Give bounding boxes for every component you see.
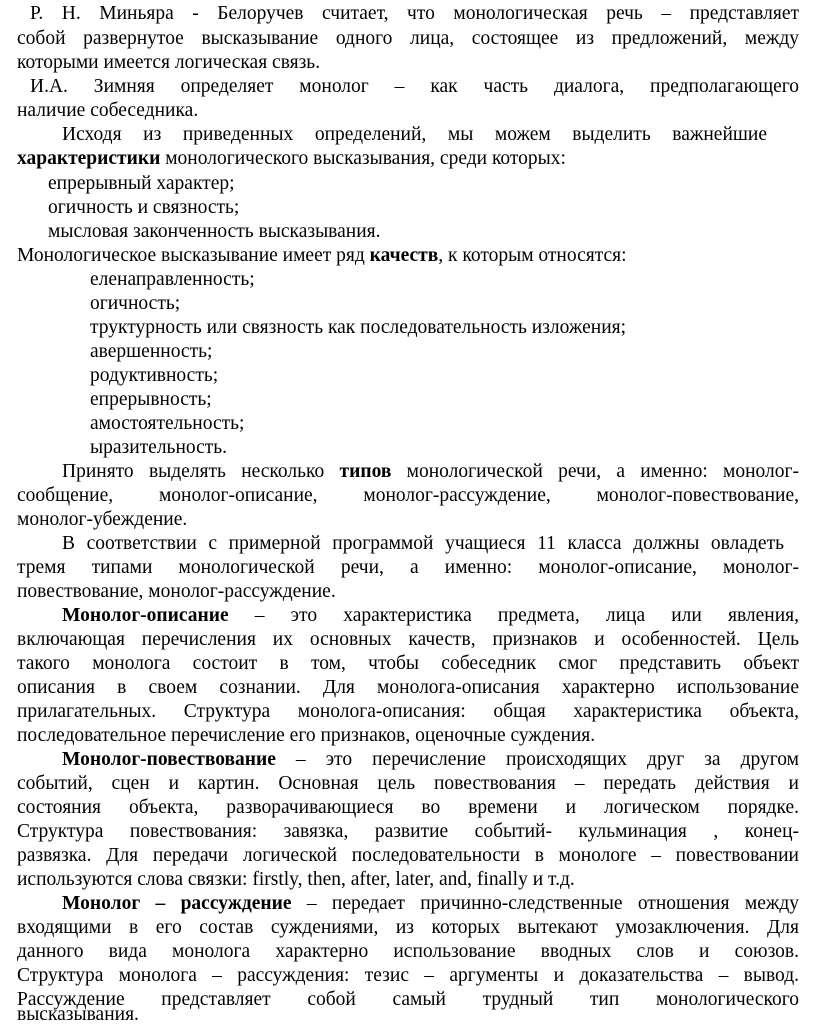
p7-line-2: включающая перечисления их основных качеств, признаков и особенностей. Цель [17, 629, 799, 650]
p9-line-2: входящими в его состав суждениями, из которых вытекают умозаключения. Для [17, 917, 799, 938]
p7-line-1 [62, 604, 799, 628]
p9-line-3: данного вида монолога характерно использование вводных слов и союзов. [17, 941, 799, 962]
characteristic-item: епрерывный характер; [48, 173, 235, 194]
p8-line-2: событий, сцен и картин. Основная цель повествования – передать действия и [17, 773, 799, 794]
p7-line-1-rest: – это характеристика предмета, лица или явления, [228, 605, 799, 626]
p8-line-6: используются слова связки: firstly, then, after, later, and, finally и т.д. [17, 869, 575, 890]
quality-item: авершенность; [90, 341, 213, 362]
characteristic-item: мысловая законченность высказывания. [48, 221, 381, 242]
p7-line-3: такого монолога состоит в том, чтобы собеседник смог представить объект [17, 653, 799, 674]
p1-line-3: которыми имеется логическая связь. [17, 52, 321, 73]
p9-line-6-visible: высказывания. [17, 1004, 139, 1025]
p7-line-6: последовательное перечисление его признаков, оценочные суждения. [17, 725, 596, 746]
bold-term-types: типов [339, 461, 392, 482]
p5-line-3: монолог-убеждение. [17, 509, 188, 530]
p2-line-2: наличие собеседника. [17, 100, 199, 121]
p9-line-4: Структура монолога – рассуждения: тезис – аргументы и доказательства – вывод. [17, 965, 799, 986]
quality-item: епрерывность; [90, 389, 212, 410]
p8-line-5: развязка. Для передачи логической последовательности в монологе – повествовании [17, 845, 799, 866]
p4-post: , к которым относятся: [438, 245, 627, 266]
quality-item: амостоятельность; [90, 413, 245, 434]
p5-line-1 [62, 460, 799, 484]
p9-line-1-rest: – передает причинно-следственные отношения между [291, 893, 799, 914]
quality-item: труктурность или связность как последовательность изложения; [90, 317, 627, 338]
p5-line-2: сообщение, монолог-описание, монолог-рассуждение, монолог-повествование, [17, 485, 799, 506]
p1-line-1: Р. Н. Миньяра - Белоручев считает, что монологическая речь – представляет [30, 3, 799, 24]
p2-line-1: И.А. Зимняя определяет монолог – как часть диалога, предполагающего [30, 76, 799, 97]
quality-item: родуктивность; [90, 365, 219, 386]
p6-line-3: повествование, монолог-рассуждение. [17, 581, 336, 602]
bold-term-narration: Монолог-повествование [62, 749, 276, 770]
bold-term-characteristics: характеристики [17, 148, 161, 169]
p6-line-2: тремя типами монологической речи, а именно: монолог-описание, монолог- [17, 557, 799, 578]
quality-item: еленаправленность; [90, 269, 255, 290]
bold-term-description: Монолог-описание [62, 605, 229, 626]
p4-pre: Монологическое высказывание имеет ряд [17, 245, 370, 266]
p6-line-1: В соответствии с примерной программой учащиеся 11 класса должны овладеть [62, 533, 784, 554]
p8-line-1 [62, 748, 799, 772]
p9-line-1 [62, 892, 799, 916]
p3-line-2-rest: монологического высказывания, среди которых: [160, 148, 566, 169]
p9-line-5: Рассуждение представляет собой самый трудный тип монологического [17, 989, 799, 1010]
p5-pre: Принято выделять несколько [62, 461, 340, 482]
p8-line-4: Структура повествования: завязка, развитие событий- кульминация , конец- [17, 821, 799, 842]
p4-line-1 [17, 244, 627, 268]
bold-term-qualities: качеств [369, 245, 439, 266]
p1-line-2: собой развернутое высказывание одного лица, состоящее из предложений, между [17, 28, 799, 49]
p3-line-2 [17, 147, 566, 171]
quality-item: огичность; [90, 293, 181, 314]
p3-line-1: Исходя из приведенных определений, мы можем выделить важнейшие [62, 124, 767, 145]
p7-line-5: прилагательных. Структура монолога-описания: общая характеристика объекта, [17, 701, 799, 722]
p7-line-4: описания в своем сознании. Для монолога-описания характерно использование [17, 677, 799, 698]
bold-term-reasoning: Монолог – рассуждение [62, 893, 292, 914]
p8-line-3: состояния объекта, разворачивающиеся во времени и логическом порядке. [17, 797, 799, 818]
quality-item: ыразительность. [90, 437, 228, 458]
p8-line-1-rest: – это перечисление происходящих друг за другом [275, 749, 799, 770]
p5-post: монологической речи, а именно: монолог- [391, 461, 799, 482]
characteristic-item: огичность и связность; [48, 197, 240, 218]
